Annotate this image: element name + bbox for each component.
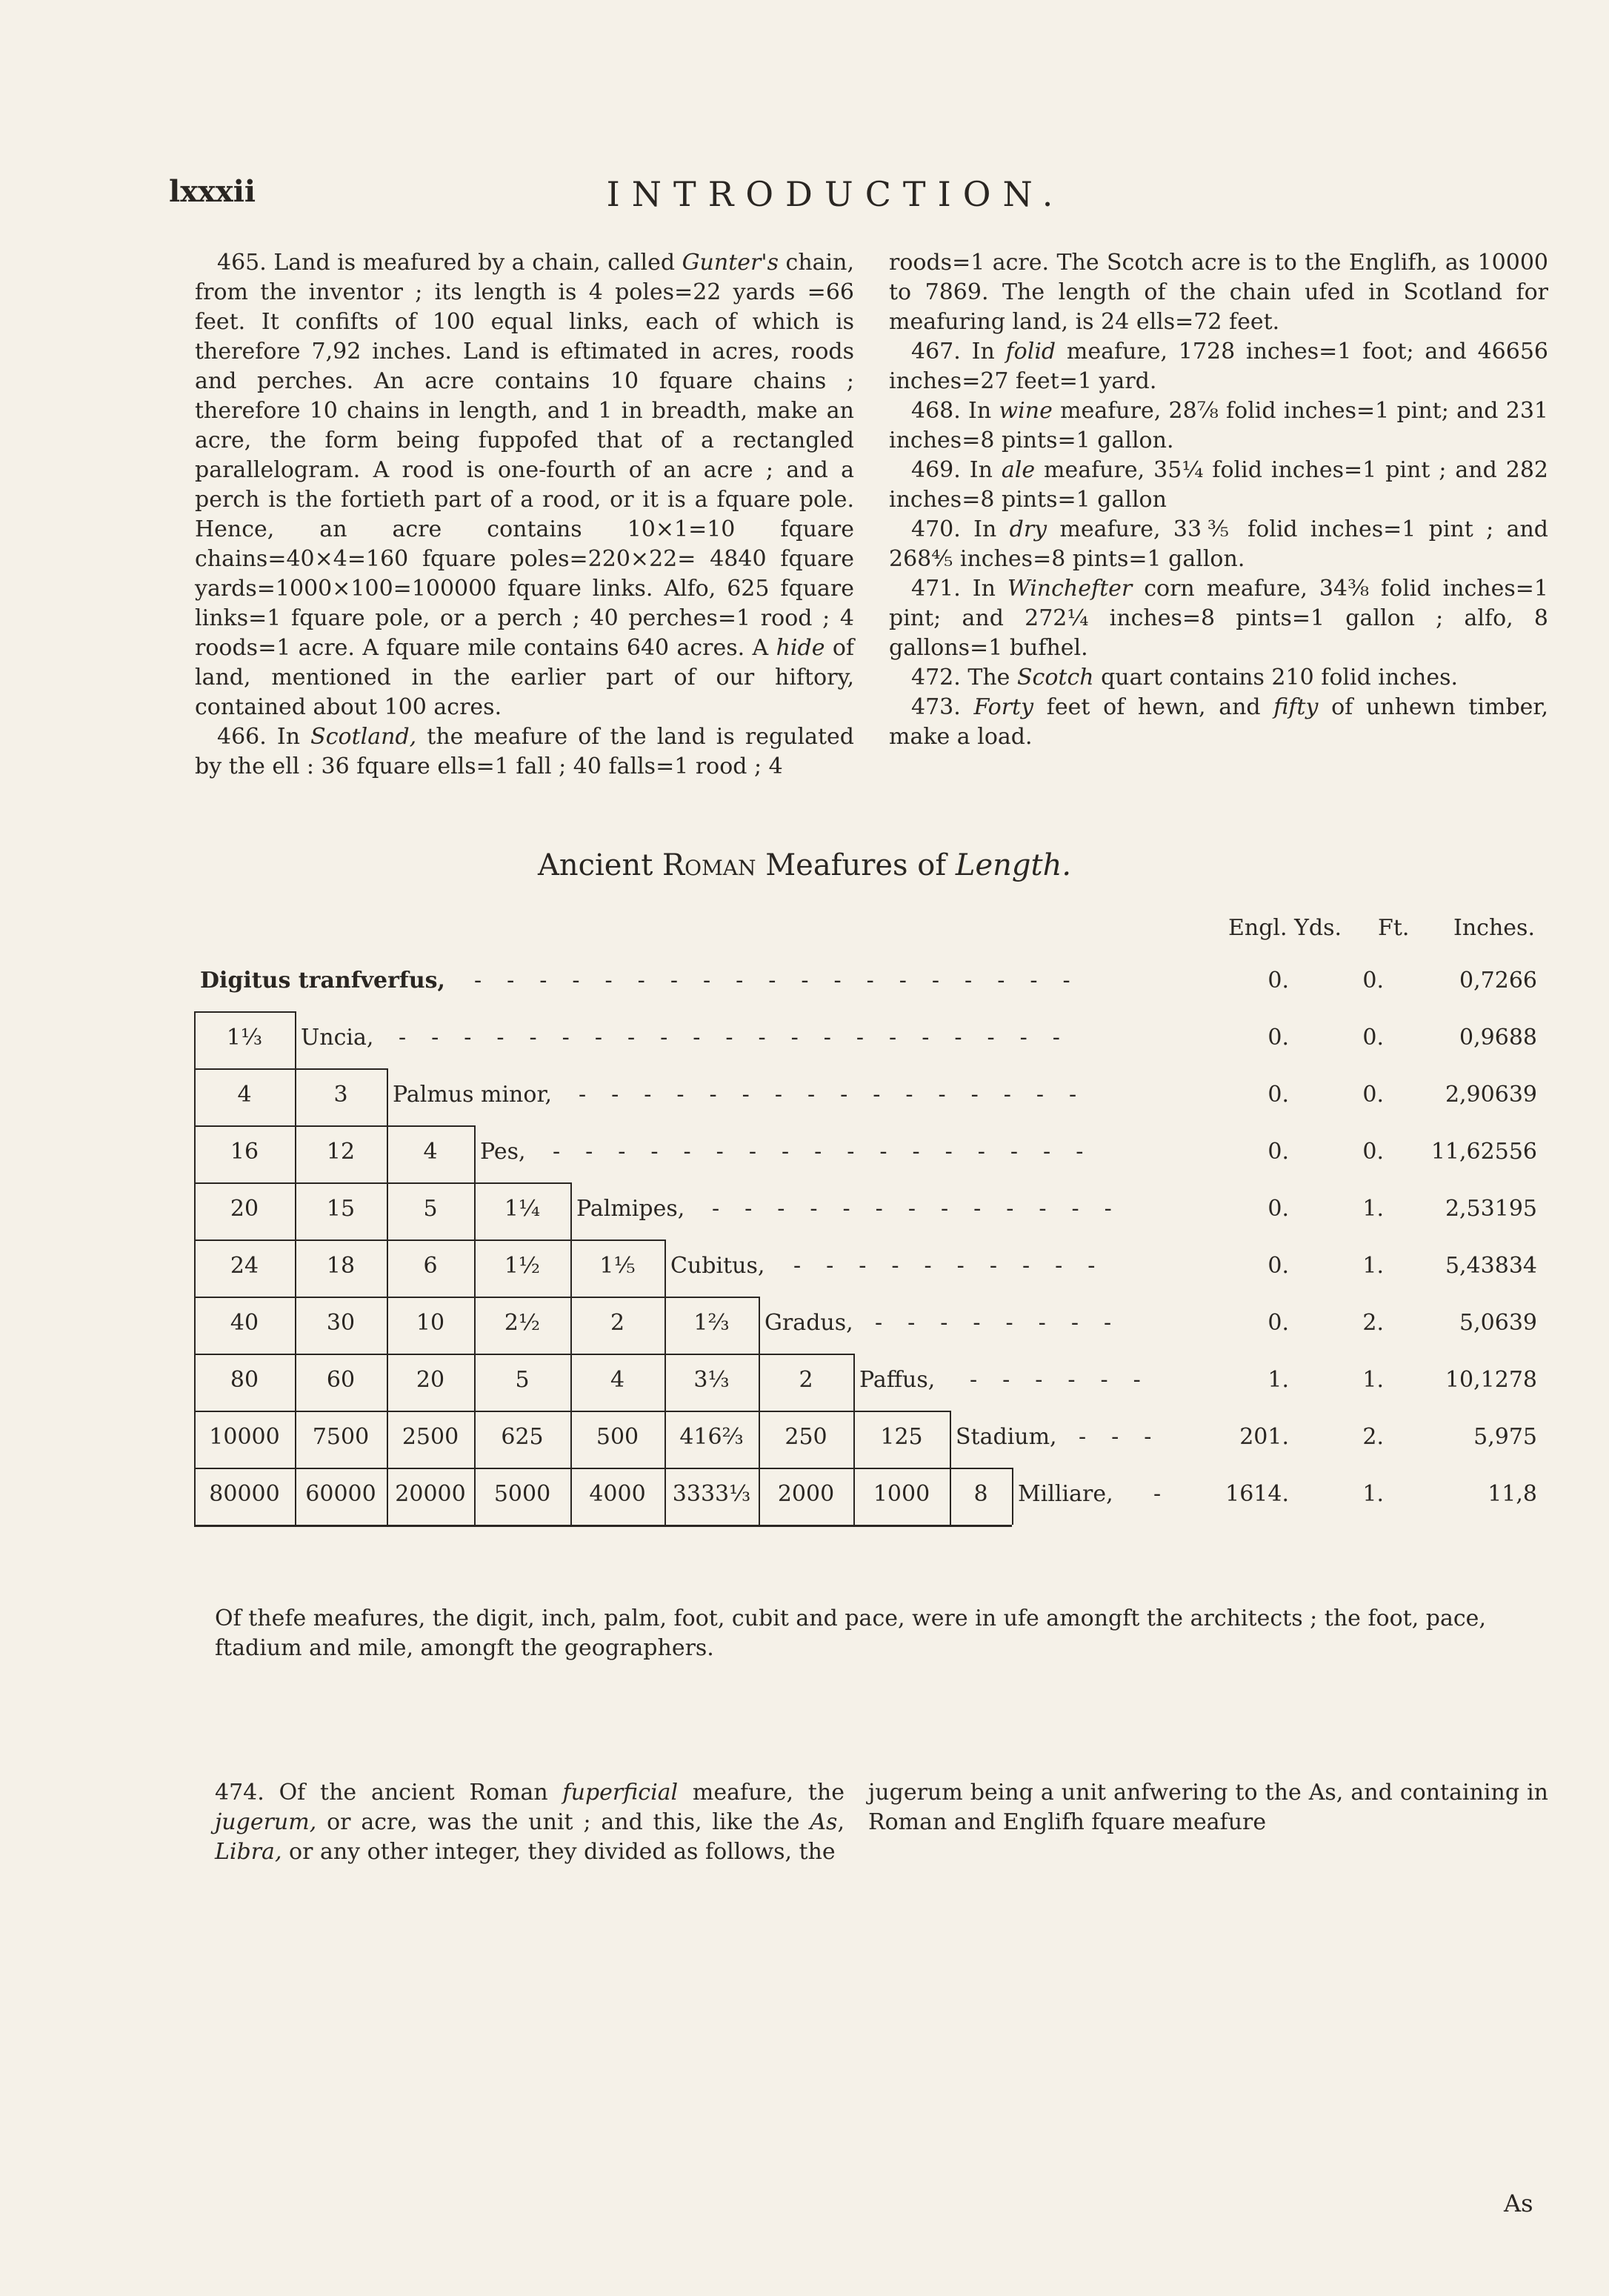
equivalence-cell: 7500 [312, 1424, 370, 1450]
equivalence-cell: 80 [230, 1367, 259, 1393]
english-yards-value: 0. [1267, 968, 1289, 994]
measure-name: Palmus minor, [393, 1082, 553, 1108]
measure-name: Digitus tranfverfus, [200, 968, 445, 994]
equivalence-cell: 20000 [395, 1481, 466, 1507]
row-rule [194, 1297, 759, 1298]
equivalence-cell: 125 [880, 1424, 923, 1450]
paragraph-466-continued: roods=1 acre. The Scotch acre is to the Englifh, as 10000 to 7869. The length of the chain ufed in Scotland for meafuring land, is 24 ells=72 feet. [889, 250, 1548, 335]
row-rule [194, 1354, 853, 1355]
leader-dashes: ------------------- [474, 968, 1096, 994]
row-rule [194, 1239, 664, 1241]
equivalence-cell: 1¼ [504, 1196, 541, 1222]
english-inches-value: 2,53195 [1445, 1196, 1537, 1222]
english-yards-value: 0. [1267, 1082, 1289, 1108]
english-inches-value: 5,43834 [1445, 1253, 1537, 1279]
equivalence-cell: 4000 [589, 1481, 646, 1507]
english-inches-value: 0,9688 [1459, 1025, 1537, 1051]
english-inches-value: 11,62556 [1430, 1139, 1537, 1165]
english-yards-value: 0. [1267, 1253, 1289, 1279]
equivalence-cell: 10000 [209, 1424, 280, 1450]
paragraph-474: 474. Of the ancient Roman fuperficial meafure, the jugerum, or acre, was the unit ; and this, like the As, Libra, or any other integer, they divided as follows, the [215, 1780, 845, 1865]
row-rule [194, 1411, 950, 1412]
paragraph-465: 465. Land is meafured by a chain, called Gunter's chain, from the inventor ; its length is 4 poles=22 yards =66 feet. It confifts of 100 equal links, each of which is therefore 7,92 inches. Land is eftimated in acres, roods and perches. An acre contains 10 fquare chains ; therefore 10 chains in length, and 1 in breadth, make an acre, the form being fuppofed that of a rectangled parallelogram. A rood is one-fourth of an acre ; and a perch is the fortieth part of a rood, or it is a fquare pole. Hence, an acre contains 10×1=10 fquare chains=40×4=160 fquare poles=220×22= 4840 fquare yards=1000×100=100000 fquare links. Alfo, 625 fquare links=1 fquare pole, or a perch ; 40 perches=1 rood ; 4 roods=1 acre. A fquare mile contains 640 acres. A hide of land, mentioned in the earlier part of our hiftory, contained about 100 acres. [195, 250, 855, 720]
equivalence-cell: 1⅔ [693, 1310, 730, 1336]
equivalence-cell: 60000 [305, 1481, 376, 1507]
english-inches-value: 5,975 [1473, 1424, 1537, 1450]
page-number: lxxxii [169, 174, 256, 209]
equivalence-cell: 3 [333, 1082, 348, 1108]
equivalence-cell: 1½ [504, 1253, 541, 1279]
column-rule [853, 1354, 855, 1525]
leader-dashes: ---------------- [579, 1082, 1102, 1108]
equivalence-cell: 416⅔ [679, 1424, 744, 1450]
column-rule [1012, 1468, 1013, 1525]
column-rule [570, 1182, 572, 1525]
english-feet-value: 1. [1362, 1196, 1384, 1222]
equivalence-cell: 2000 [777, 1481, 835, 1507]
table-title: Ancient Roman Meafures of Length. [537, 848, 1072, 882]
paragraph-467: 467. In folid meafure, 1728 inches=1 foot; and 46656 inches=27 feet=1 yard. [889, 339, 1549, 394]
measure-name: Cubitus, [670, 1253, 765, 1279]
leader-dashes: --- [1079, 1424, 1177, 1450]
equivalence-cell: 625 [501, 1424, 544, 1450]
equivalence-cell: 1⅕ [599, 1253, 636, 1279]
column-rule [950, 1411, 951, 1525]
english-inches-value: 2,90639 [1445, 1082, 1537, 1108]
equivalence-cell: 18 [326, 1253, 356, 1279]
row-rule [194, 1468, 1012, 1469]
column-rule [759, 1297, 760, 1525]
paragraph-469: 469. In ale meafure, 35¼ folid inches=1 pint ; and 282 inches=8 pints=1 gallon [889, 457, 1549, 513]
equivalence-cell: 6 [423, 1253, 438, 1279]
equivalence-cell: 4 [423, 1139, 438, 1165]
row-rule [194, 1182, 570, 1184]
measure-name: Pes, [480, 1139, 526, 1165]
column-rule [387, 1068, 388, 1525]
equivalence-cell: 5 [423, 1196, 438, 1222]
leader-dashes: ----------------- [553, 1139, 1109, 1165]
equivalence-cell: 4 [610, 1367, 625, 1393]
paragraph-472: 472. The Scotch quart contains 210 folid inches. [911, 665, 1459, 691]
column-rule [474, 1125, 476, 1525]
leader-dashes: ------------- [712, 1196, 1137, 1222]
measure-name: Palmipes, [576, 1196, 685, 1222]
column-head-inches: Inches. [1453, 915, 1535, 941]
equivalence-cell: 10 [416, 1310, 445, 1336]
equivalence-cell: 4 [237, 1082, 252, 1108]
left-text-column [195, 248, 854, 782]
equivalence-cell: 3⅓ [693, 1367, 730, 1393]
english-inches-value: 10,1278 [1445, 1367, 1537, 1393]
leader-dashes: --------------------- [399, 1025, 1085, 1051]
equivalence-cell: 40 [230, 1310, 259, 1336]
column-head-feet: Ft. [1378, 915, 1410, 941]
leader-dashes: -------- [875, 1310, 1137, 1336]
page-header [169, 174, 1502, 219]
english-inches-value: 5,0639 [1459, 1310, 1537, 1336]
english-yards-value: 1. [1267, 1367, 1289, 1393]
equivalence-cell: 16 [230, 1139, 259, 1165]
english-yards-value: 201. [1239, 1424, 1289, 1450]
measure-name: Stadium, [956, 1424, 1057, 1450]
paragraph-470: 470. In dry meafure, 33⅗ folid inches=1 pint ; and 268⅘ inches=8 pints=1 gallon. [889, 516, 1549, 572]
equivalence-cell: 2 [799, 1367, 813, 1393]
column-rule [194, 1011, 196, 1525]
equivalence-cell: 24 [230, 1253, 259, 1279]
paragraph-473: 473. Forty feet of hewn, and fifty of unhewn timber, make a load. [889, 694, 1548, 750]
equivalence-cell: 3333⅓ [672, 1481, 751, 1507]
running-title: INTRODUCTION. [606, 174, 1065, 214]
column-head-yards: Engl. Yds. [1228, 915, 1342, 941]
leader-dashes: ---------- [793, 1253, 1121, 1279]
row-rule [194, 1125, 474, 1127]
english-yards-value: 0. [1267, 1196, 1289, 1222]
paragraph-471: 471. In Winchefter corn meafure, 34⅜ folid inches=1 pint; and 272¼ inches=8 pints=1 gallon ; alfo, 8 gallons=1 bufhel. [889, 576, 1548, 661]
english-inches-value: 11,8 [1488, 1481, 1537, 1507]
leader-dashes: ------ [970, 1367, 1166, 1393]
paragraph-466: 466. In Scotland, the meafure of the land is regulated by the ell : 36 fquare ells=1 fall ; 40 falls=1 rood ; 4 [195, 724, 854, 779]
english-yards-value: 1614. [1225, 1481, 1289, 1507]
equivalence-cell: 1⅓ [226, 1025, 263, 1051]
measure-name: Gradus, [764, 1310, 853, 1336]
equivalence-cell: 12 [326, 1139, 356, 1165]
measure-name: Uncia, [301, 1025, 374, 1051]
english-feet-value: 2. [1362, 1310, 1384, 1336]
paragraph-468: 468. In wine meafure, 28⅞ folid inches=1 pint; and 231 inches=8 pints=1 gallon. [889, 398, 1548, 453]
equivalence-cell: 1000 [873, 1481, 930, 1507]
table-footnote: Of thefe meafures, the digit, inch, palm, foot, cubit and pace, were in ufe amongft the architects ; the foot, pace, ftadium and mile, amongft the geographers. [215, 1605, 1486, 1661]
table-bottom-rule [194, 1525, 1012, 1527]
equivalence-cell: 15 [326, 1196, 356, 1222]
equivalence-cell: 20 [230, 1196, 259, 1222]
english-feet-value: 0. [1362, 1139, 1384, 1165]
catchword: As [1504, 2189, 1533, 2217]
equivalence-cell: 2 [610, 1310, 625, 1336]
equivalence-cell: 5 [515, 1367, 530, 1393]
measure-name: Paffus, [859, 1367, 936, 1393]
paragraph-474-right: jugerum being a unit anfwering to the As, and containing in Roman and Englifh fquare meafure [868, 1780, 1548, 1835]
equivalence-cell: 2½ [504, 1310, 541, 1336]
english-yards-value: 0. [1267, 1025, 1289, 1051]
right-text-column [889, 248, 1548, 752]
english-feet-value: 0. [1362, 1082, 1384, 1108]
equivalence-cell: 5000 [493, 1481, 551, 1507]
column-rule [295, 1011, 296, 1525]
english-feet-value: 1. [1362, 1481, 1384, 1507]
english-feet-value: 0. [1362, 968, 1384, 994]
row-rule [194, 1011, 295, 1013]
equivalence-cell: 2500 [402, 1424, 459, 1450]
equivalence-cell: 80000 [209, 1481, 280, 1507]
equivalence-cell: 250 [784, 1424, 827, 1450]
english-yards-value: 0. [1267, 1310, 1289, 1336]
english-feet-value: 0. [1362, 1025, 1384, 1051]
column-rule [664, 1239, 666, 1525]
english-yards-value: 0. [1267, 1139, 1289, 1165]
leader-dashes: - [1153, 1481, 1187, 1507]
equivalence-cell: 30 [326, 1310, 356, 1336]
row-rule [194, 1068, 387, 1070]
english-inches-value: 0,7266 [1459, 968, 1537, 994]
english-feet-value: 1. [1362, 1253, 1384, 1279]
measure-name: Milliare, [1018, 1481, 1113, 1507]
english-feet-value: 1. [1362, 1367, 1384, 1393]
english-feet-value: 2. [1362, 1424, 1384, 1450]
equivalence-cell: 8 [973, 1481, 988, 1507]
equivalence-cell: 500 [596, 1424, 639, 1450]
equivalence-cell: 20 [416, 1367, 445, 1393]
equivalence-cell: 60 [326, 1367, 356, 1393]
